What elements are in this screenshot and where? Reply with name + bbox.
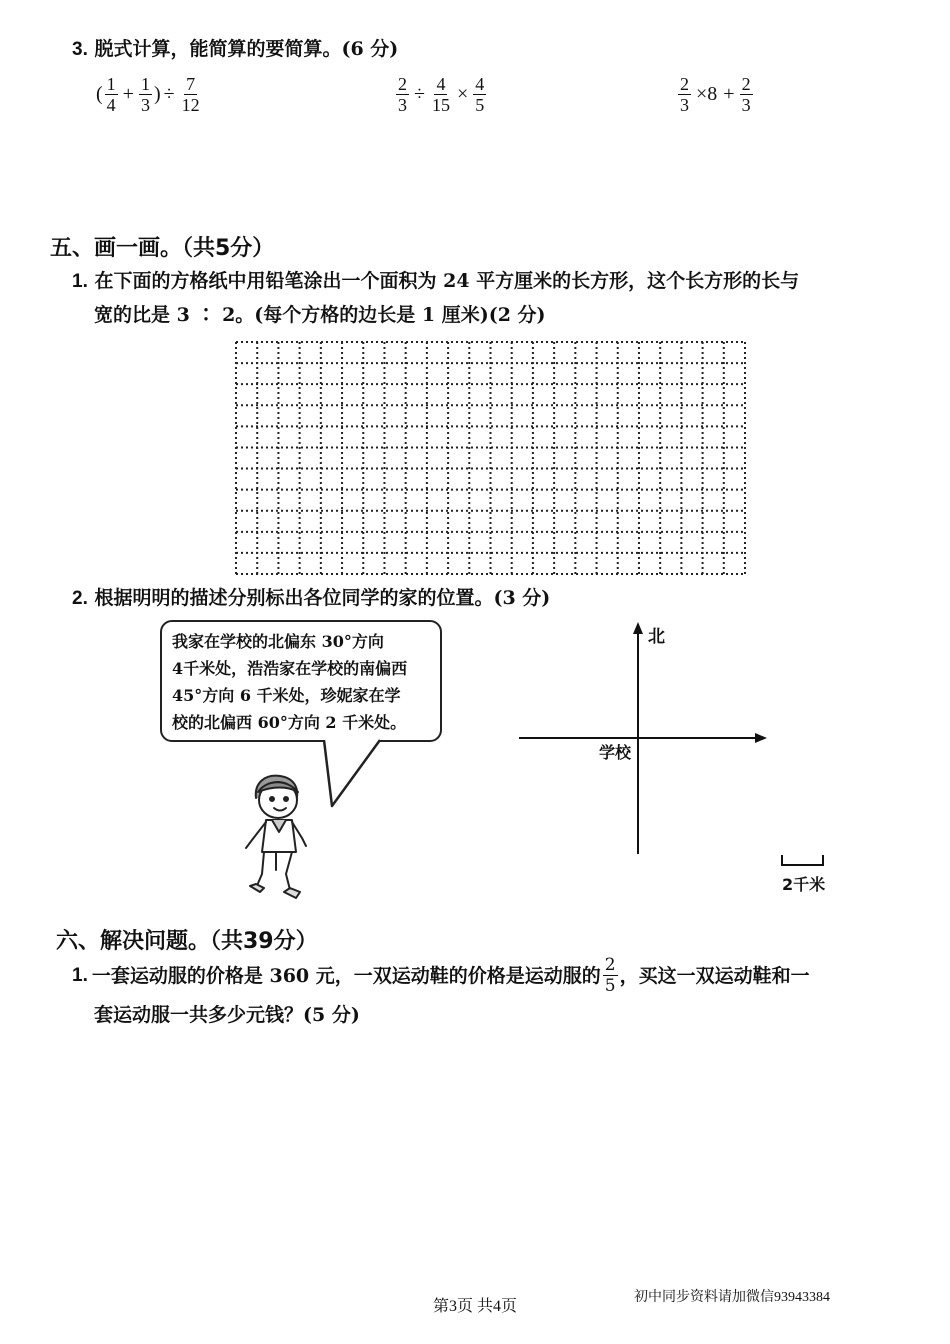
s5-q2-text: 根据明明的描述分别标出各位同学的家的位置。(3 分) bbox=[94, 587, 551, 609]
denominator: 5 bbox=[604, 976, 616, 996]
section5-title: 五、画一画。（共5分） bbox=[50, 236, 275, 261]
school-label: 学校 bbox=[599, 743, 632, 762]
fraction bbox=[740, 74, 753, 115]
q3-text: 脱式计算，能简算的要简算。(6 分) bbox=[94, 38, 399, 60]
fraction bbox=[396, 74, 409, 115]
s5-q2-number: 2. bbox=[72, 588, 88, 609]
q3-expression-2 bbox=[394, 74, 488, 115]
s5-q1-line2: 宽的比是 3 ∶ 2。(每个方格的边长是 1 厘米)(2 分) bbox=[94, 304, 546, 326]
bubble-line: 我家在学校的北偏东 30°方向 bbox=[172, 632, 384, 651]
q3-heading bbox=[72, 36, 398, 63]
numerator: 2 bbox=[680, 74, 689, 94]
direction-diagram[interactable] bbox=[515, 618, 775, 856]
times-sign: × bbox=[456, 83, 469, 105]
section6-title: 六、解决问题。（共39分） bbox=[56, 929, 318, 954]
north-label: 北 bbox=[648, 627, 665, 647]
s5-q1-number: 1. bbox=[72, 271, 88, 292]
denominator: 12 bbox=[181, 95, 200, 115]
denominator: 3 bbox=[140, 95, 150, 115]
numerator: 2 bbox=[741, 74, 751, 94]
page-number: 第3页 共4页 bbox=[433, 1298, 518, 1315]
s6-q1-number: 1. bbox=[72, 964, 88, 986]
s6-q1-line1 bbox=[72, 955, 810, 996]
numerator: 4 bbox=[475, 74, 485, 94]
scale-bar bbox=[779, 853, 827, 869]
plus-sign: + bbox=[122, 83, 134, 105]
denominator: 5 bbox=[475, 95, 485, 115]
grid-svg bbox=[234, 340, 747, 576]
divide-sign: ÷ bbox=[163, 83, 175, 105]
s5-q1-line1 bbox=[72, 268, 799, 295]
boy-illustration-icon bbox=[236, 770, 316, 902]
denominator: 3 bbox=[741, 95, 751, 115]
s6-q1-text-a: 一套运动服的价格是 360 元，一双运动鞋的价格是运动服的 bbox=[91, 964, 601, 987]
speech-bubble bbox=[160, 620, 442, 742]
s5-q1-text1: 在下面的方格纸中用铅笔涂出一个面积为 24 平方厘米的长方形，这个长方形的长与 bbox=[94, 270, 800, 292]
numerator: 4 bbox=[436, 74, 446, 94]
denominator: 15 bbox=[431, 95, 450, 115]
numerator: 2 bbox=[604, 955, 616, 975]
bubble-line: 4千米处，浩浩家在学校的南偏西 bbox=[172, 659, 408, 678]
plus-sign: + bbox=[723, 83, 735, 105]
denominator: 4 bbox=[106, 95, 116, 115]
lparen: ( bbox=[96, 83, 103, 105]
fraction bbox=[603, 955, 618, 996]
numerator: 1 bbox=[140, 74, 150, 94]
rparen: ) bbox=[153, 83, 161, 105]
q3-number: 3. bbox=[72, 39, 88, 60]
scale-label: 2千米 bbox=[782, 875, 826, 894]
denominator: 3 bbox=[680, 95, 689, 115]
q3-expression-1 bbox=[96, 74, 204, 115]
numerator: 2 bbox=[398, 74, 407, 94]
speech-bubble-tail bbox=[320, 738, 390, 810]
s5-q2-heading bbox=[72, 585, 550, 612]
watermark-text: 初中同步资料请加微信93943384 bbox=[634, 1290, 830, 1305]
s6-q1-line2: 套运动服一共多少元钱？(5 分) bbox=[94, 1004, 360, 1026]
fraction bbox=[139, 74, 152, 115]
numerator: 7 bbox=[186, 74, 196, 94]
times-eight: ×8 bbox=[696, 83, 718, 105]
divide-sign: ÷ bbox=[414, 83, 425, 105]
north-arrowhead-icon bbox=[633, 622, 643, 634]
fraction bbox=[678, 74, 691, 115]
fraction bbox=[430, 74, 452, 115]
fraction bbox=[180, 74, 202, 115]
east-arrowhead-icon bbox=[755, 733, 767, 743]
numerator: 1 bbox=[106, 74, 116, 94]
fraction bbox=[473, 74, 486, 115]
q3-expression-3 bbox=[676, 74, 755, 115]
bubble-line: 校的北偏西 60°方向 2 千米处。 bbox=[172, 713, 407, 732]
bubble-line: 45°方向 6 千米处，珍妮家在学 bbox=[172, 686, 401, 705]
square-grid-paper[interactable] bbox=[234, 340, 747, 576]
s6-q1-text-b: ，买这一双运动鞋和一 bbox=[619, 964, 810, 987]
fraction bbox=[105, 74, 118, 115]
denominator: 3 bbox=[398, 95, 407, 115]
